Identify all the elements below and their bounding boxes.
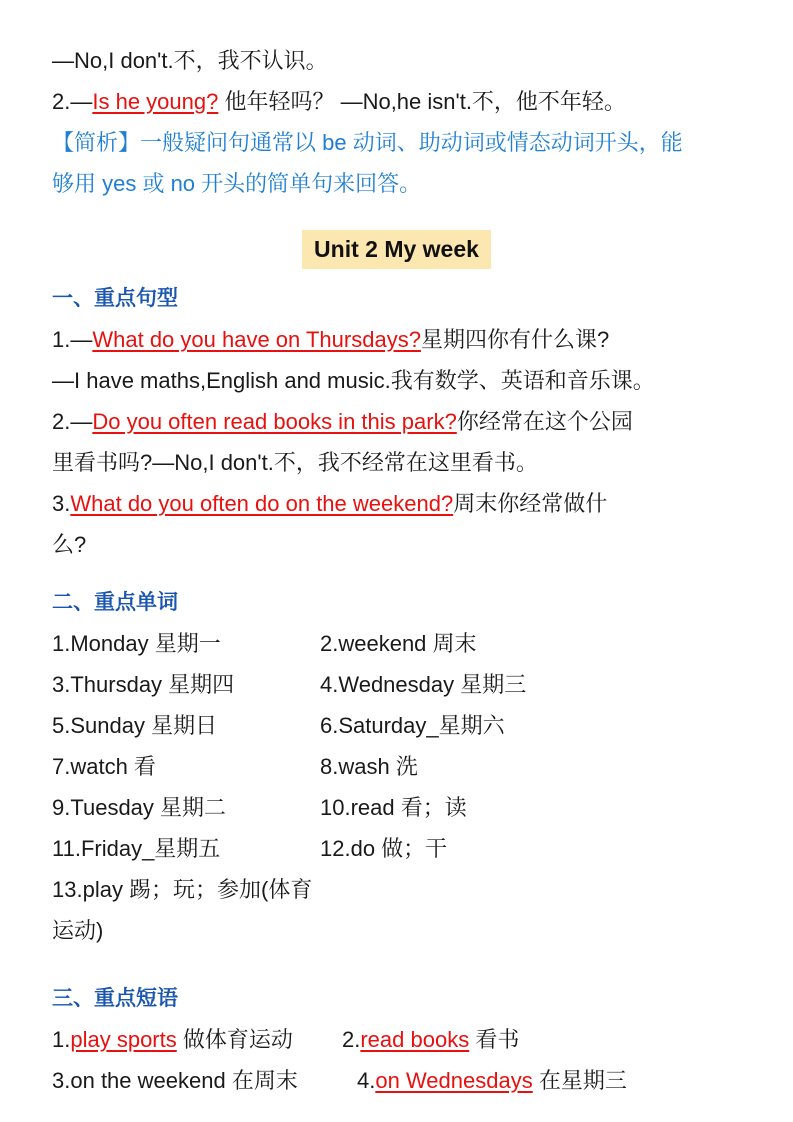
word-entry: 9.Tuesday 星期二 xyxy=(52,795,227,820)
word-entry: 7.watch 看 xyxy=(52,754,156,779)
word-entry: 4.Wednesday 星期三 xyxy=(320,672,527,697)
phrase-entry-3 xyxy=(52,1060,357,1101)
phrase-1-english: play sports xyxy=(70,1027,177,1052)
word-row xyxy=(52,664,741,705)
section-heading-phrases: 三、重点短语 xyxy=(52,987,178,1010)
sentence-2-number: 2.— xyxy=(52,409,93,434)
spacer-after-words xyxy=(52,951,741,969)
analysis-line-2 xyxy=(52,163,741,204)
unit-title-wrapper xyxy=(52,230,741,269)
spacer-after-sentences xyxy=(52,565,741,573)
sentence-2-continued-text: 里看书吗?—No,I don't.不，我不经常在这里看书。 xyxy=(52,450,538,475)
phrase-4-english: on Wednesdays xyxy=(375,1068,533,1093)
word-row xyxy=(52,828,741,869)
sentence-3-continued-text: 么? xyxy=(52,532,87,557)
word-entry: 10.read 看；读 xyxy=(320,795,467,820)
phrase-1-chinese: 做体育运动 xyxy=(176,1027,293,1052)
word-entry: 3.Thursday 星期四 xyxy=(52,672,235,697)
question-line-2-rest: 他年轻吗？ —No,he isn't.不，他不年轻。 xyxy=(218,89,626,114)
word-entry: 13.play 踢；玩；参加(体育运动) xyxy=(52,877,313,943)
word-row xyxy=(52,705,741,746)
sentence-2 xyxy=(52,401,741,442)
section-heading-sentences: 一、重点句型 xyxy=(52,287,178,310)
word-entry: 6.Saturday_星期六 xyxy=(320,713,505,738)
sentence-1 xyxy=(52,319,741,360)
phrase-2-english: read books xyxy=(360,1027,470,1052)
question-line-2 xyxy=(52,81,741,122)
answer-line-1 xyxy=(52,40,741,81)
phrase-row xyxy=(52,1060,741,1101)
sentence-2-continued xyxy=(52,442,741,483)
answer-line-1-text: —No,I don't.不，我不认识。 xyxy=(52,48,328,73)
sentence-3-chinese: 周末你经常做什 xyxy=(453,491,608,516)
word-entry: 12.do 做；干 xyxy=(320,836,448,861)
phrase-entry-2 xyxy=(342,1019,741,1060)
sentence-1-chinese: 星期四你有什么课? xyxy=(420,327,610,352)
analysis-line-2-text: 够用 yes 或 no 开头的简单句来回答。 xyxy=(52,171,422,196)
sentence-2-english: Do you often read books in this park? xyxy=(92,409,457,434)
phrase-entry-4 xyxy=(357,1060,741,1101)
word-entry: 1.Monday 星期一 xyxy=(52,631,221,656)
analysis-line-1 xyxy=(52,122,741,163)
word-row xyxy=(52,623,741,664)
sentence-1-number: 1.— xyxy=(52,327,93,352)
question-line-2-number: 2.— xyxy=(52,89,93,114)
unit-title: Unit 2 My week xyxy=(302,230,491,269)
phrase-1-number: 1. xyxy=(52,1027,71,1052)
word-entry: 5.Sunday 星期日 xyxy=(52,713,218,738)
word-row xyxy=(52,869,741,951)
question-line-2-highlight: Is he young? xyxy=(92,89,219,114)
word-entry: 8.wash 洗 xyxy=(320,754,418,779)
sentence-1-answer-text: —I have maths,English and music.我有数学、英语和音乐课。 xyxy=(52,368,655,393)
sentence-1-answer xyxy=(52,360,741,401)
word-entry xyxy=(320,869,741,951)
sentence-1-english: What do you have on Thursdays? xyxy=(92,327,421,352)
sentence-3 xyxy=(52,483,741,524)
phrase-row xyxy=(52,1019,741,1060)
word-entry: 11.Friday_星期五 xyxy=(52,836,221,861)
phrase-4-chinese: 在星期三 xyxy=(532,1068,627,1093)
phrase-3-number: 3. xyxy=(52,1068,71,1093)
analysis-line-1-text: 【简析】一般疑问句通常以 be 动词、助动词或情态动词开头，能 xyxy=(52,130,683,155)
phrase-3-text: on the weekend 在周末 xyxy=(70,1068,298,1093)
phrase-entry-1 xyxy=(52,1019,342,1060)
phrase-2-chinese: 看书 xyxy=(469,1027,520,1052)
word-row xyxy=(52,746,741,787)
phrase-4-number: 4. xyxy=(357,1068,376,1093)
section-heading-words: 二、重点单词 xyxy=(52,591,178,614)
sentence-2-chinese: 你经常在这个公园 xyxy=(456,409,633,434)
sentence-3-number: 3. xyxy=(52,491,71,516)
word-row xyxy=(52,787,741,828)
phrase-2-number: 2. xyxy=(342,1027,361,1052)
sentence-3-english: What do you often do on the weekend? xyxy=(70,491,454,516)
word-entry: 2.weekend 周末 xyxy=(320,631,477,656)
sentence-3-continued xyxy=(52,524,741,565)
